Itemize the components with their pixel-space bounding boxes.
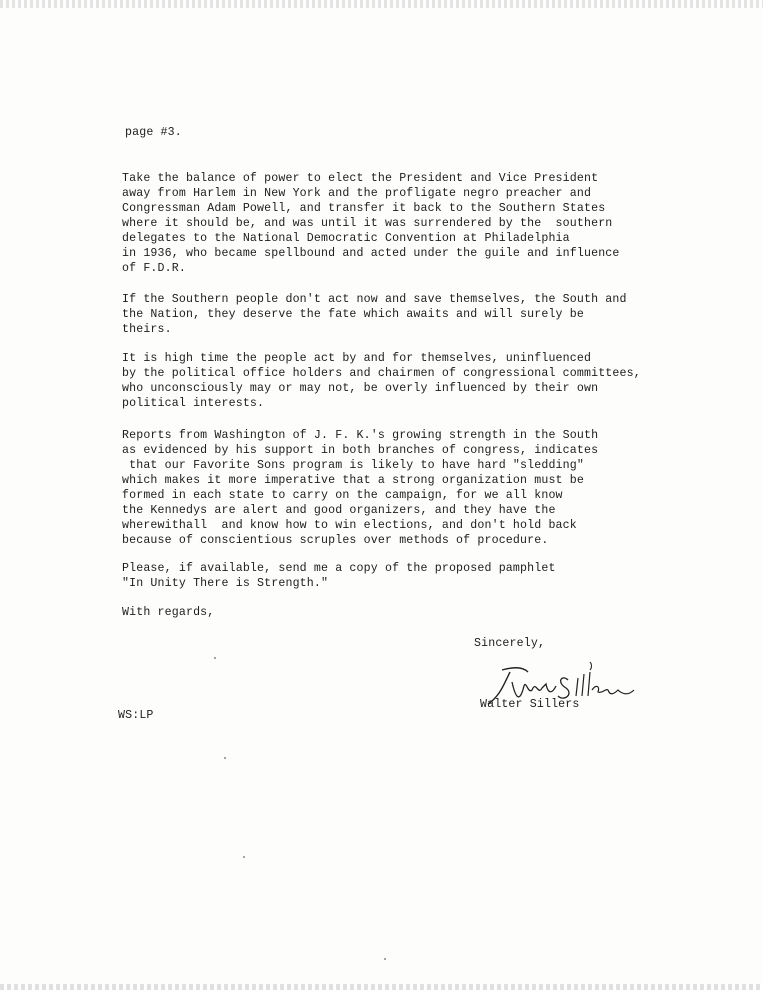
paragraph-1: Take the balance of power to elect the President and Vice President away from Harlem in New York and the profligate negro preacher and Congressman Adam Powell, and transfer it back to the Southern States where it should be, and was until it was surrendered by the southern delegates to the National Democratic Convention at Philadelphia in 1936, who became spellbound and acted under the guile and influence of F.D.R. xyxy=(122,172,620,275)
scan-speck xyxy=(243,856,245,858)
typed-signatory-name: Walter Sillers xyxy=(480,698,580,711)
scan-edge-top xyxy=(0,0,763,8)
page-number: page #3. xyxy=(125,126,182,139)
scan-speck xyxy=(384,958,386,960)
paragraph-4: Reports from Washington of J. F. K.'s growing strength in the South as evidenced by his support in both branches of congress, indicates that our Favorite Sons program is likely to have hard "sledding" which makes it more imperative that a strong organization must be formed in each state to carry on the campaign, for we all know the Kennedys are alert and good organizers, and they have the wherewithall and know how to win elections, and don't hold back because of conscientious scruples over methods of procedure. xyxy=(122,429,599,547)
paragraph-2: If the Southern people don't act now and save themselves, the South and the Nation, they deserve the fate which awaits and will surely be theirs. xyxy=(122,293,627,336)
scan-edge-bottom xyxy=(0,984,763,990)
paragraph-3: It is high time the people act by and for themselves, uninfluenced by the political office holders and chairmen of congressional committees, who unconsciously may or may not, be overly influenced by their own political interests. xyxy=(122,352,641,410)
closing-regards: With regards, xyxy=(122,606,215,619)
reference-initials: WS:LP xyxy=(118,709,154,722)
scan-speck xyxy=(214,657,216,659)
closing-sincerely: Sincerely, xyxy=(474,637,546,650)
paragraph-5: Please, if available, send me a copy of the proposed pamphlet "In Unity There is Strength." xyxy=(122,562,556,590)
scan-speck xyxy=(224,757,226,759)
